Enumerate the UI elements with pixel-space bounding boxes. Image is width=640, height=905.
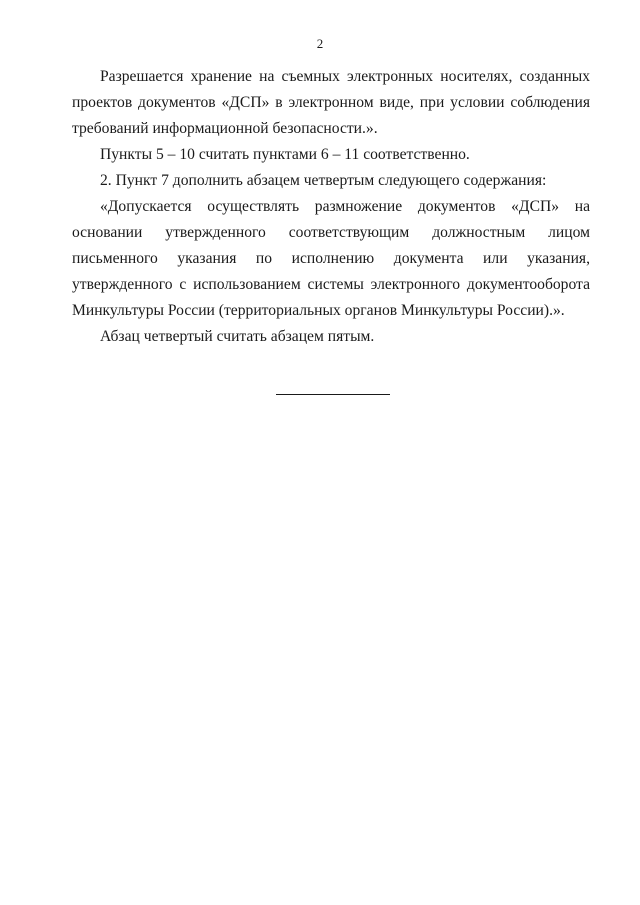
paragraph-storage-permission: Разрешается хранение на съемных электронных носителях, созданных проектов документов «ДСП» в электронном виде, при условии соблюдения требований информационной безопасности.». <box>72 68 590 137</box>
page-number: 2 <box>316 36 324 51</box>
paragraph-fourth-to-fifth: Абзац четвертый считать абзацем пятым. <box>100 328 375 345</box>
paragraph-renumbering: Пункты 5 – 10 считать пунктами 6 – 11 соответственно. <box>100 146 470 163</box>
end-separator-line <box>276 394 390 395</box>
paragraph-reproduction-permission: «Допускается осуществлять размножение документов «ДСП» на основании утвержденного соответствующим должностным лицом письменного указания по исполнению документа или указания, утвержденного с использованием системы электронного документооборота Минкультуры России (территориальных органов Минкультуры России).». <box>72 198 590 319</box>
document-body <box>72 64 590 350</box>
paragraph-amendment-item-7: 2. Пункт 7 дополнить абзацем четвертым следующего содержания: <box>100 172 547 189</box>
